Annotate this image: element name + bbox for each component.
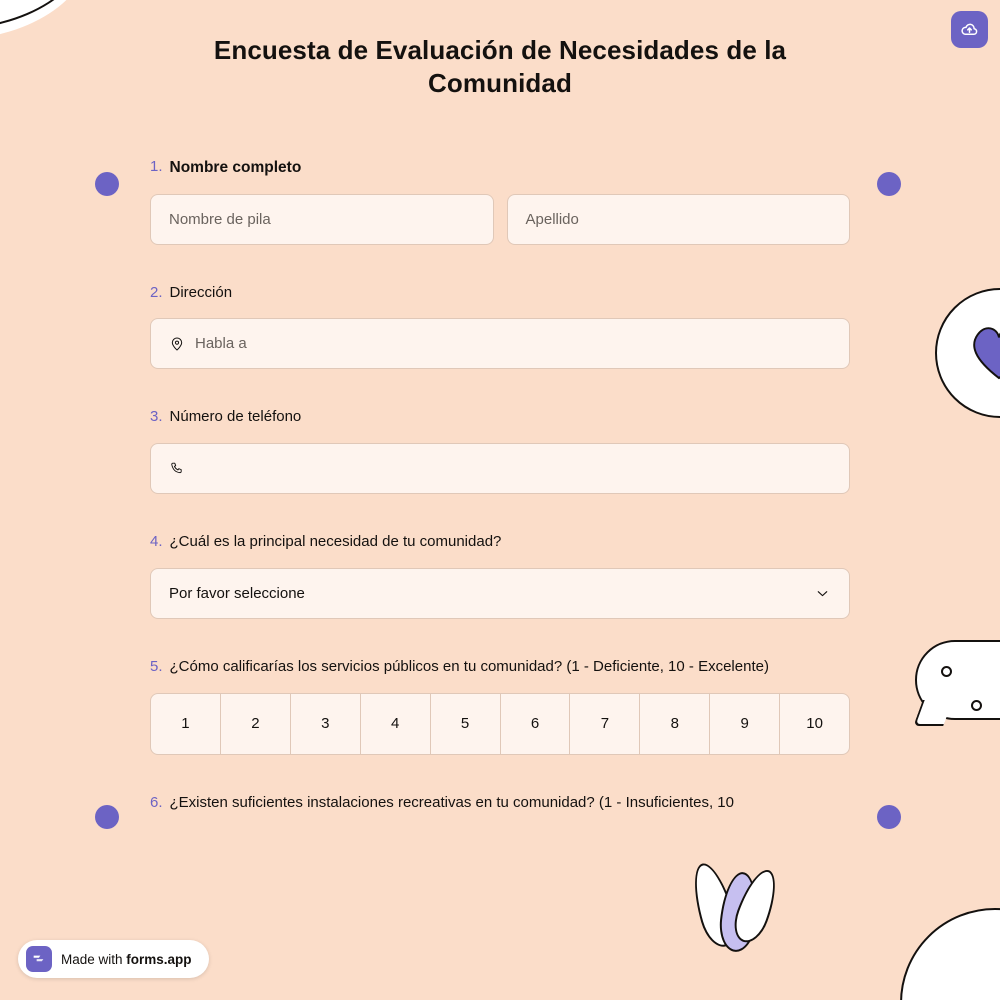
field-recreational-facilities [150, 791, 850, 816]
rating-option-1[interactable]: 1 [151, 694, 221, 754]
rating-option-3[interactable]: 3 [291, 694, 361, 754]
rating-option-7[interactable]: 7 [570, 694, 640, 754]
chevron-down-icon [814, 585, 831, 602]
question-text-1: Nombre completo [169, 159, 302, 176]
rating-option-10[interactable]: 10 [806, 715, 823, 733]
main-need-select[interactable] [150, 568, 850, 619]
question-label-1 [150, 155, 850, 181]
question-number-4: 4. [150, 533, 163, 551]
rating-option-2[interactable]: 2 [221, 694, 291, 754]
question-label-5 [150, 655, 850, 680]
made-with-formsapp-badge[interactable] [18, 940, 209, 978]
decor-leaf-right [728, 865, 784, 947]
address-placeholder: Habla a [195, 335, 247, 353]
question-label-2 [150, 281, 850, 306]
rating-option-5[interactable]: 5 [431, 694, 501, 754]
field-main-need [150, 530, 850, 619]
question-label-4 [150, 530, 850, 555]
main-need-selected-value: Por favor seleccione [169, 584, 305, 602]
question-text-5: ¿Cómo calificarías los servicios públicos en tu comunidad? (1 - Deficiente, 10 - Excelente) [169, 657, 769, 675]
first-name-input[interactable] [150, 194, 494, 245]
name-inputs-row [150, 194, 850, 245]
phone-input[interactable] [150, 443, 850, 494]
badge-label [61, 952, 192, 967]
rating-option-8[interactable]: 8 [640, 694, 710, 754]
field-address [150, 281, 850, 370]
formsapp-logo-icon [26, 946, 52, 972]
rating-option-6[interactable]: 6 [501, 694, 571, 754]
question-number-2: 2. [150, 283, 163, 301]
page-title: Encuesta de Evaluación de Necesidades de la Comunidad [213, 35, 787, 98]
decor-leaf-left [686, 859, 742, 951]
field-phone [150, 405, 850, 494]
decor-leaf-middle [717, 870, 761, 953]
first-name-placeholder: Nombre de pila [169, 210, 271, 228]
last-name-placeholder: Apellido [525, 210, 579, 228]
rating-scale-public-services[interactable] [150, 693, 850, 755]
question-label-6 [150, 791, 850, 816]
cloud-upload-icon [960, 20, 979, 39]
question-text-6: ¿Existen suficientes instalaciones recreativas en tu comunidad? (1 - Insuficientes, 10 [169, 793, 734, 811]
question-number-6: 6. [150, 793, 163, 811]
cloud-upload-button[interactable] [951, 11, 988, 48]
rating-option-4[interactable]: 4 [361, 694, 431, 754]
question-text-3: Número de teléfono [169, 408, 302, 426]
field-public-services-rating [150, 655, 850, 755]
phone-icon [169, 461, 184, 476]
question-label-3 [150, 405, 850, 430]
badge-brand: forms.app [126, 951, 192, 967]
question-text-2: Dirección [169, 283, 233, 301]
location-pin-icon [169, 336, 185, 352]
form-fields [150, 99, 850, 815]
question-text-4: ¿Cuál es la principal necesidad de tu comunidad? [169, 533, 502, 551]
last-name-input[interactable] [507, 194, 851, 245]
rating-option-9[interactable]: 9 [710, 694, 780, 754]
badge-prefix: Made with [61, 951, 127, 967]
field-full-name [150, 155, 850, 245]
address-input[interactable] [150, 318, 850, 369]
question-number-1: 1. [150, 158, 163, 175]
decor-bottom-right-circle [900, 908, 1000, 1000]
question-number-3: 3. [150, 408, 163, 426]
question-number-5: 5. [150, 657, 163, 675]
